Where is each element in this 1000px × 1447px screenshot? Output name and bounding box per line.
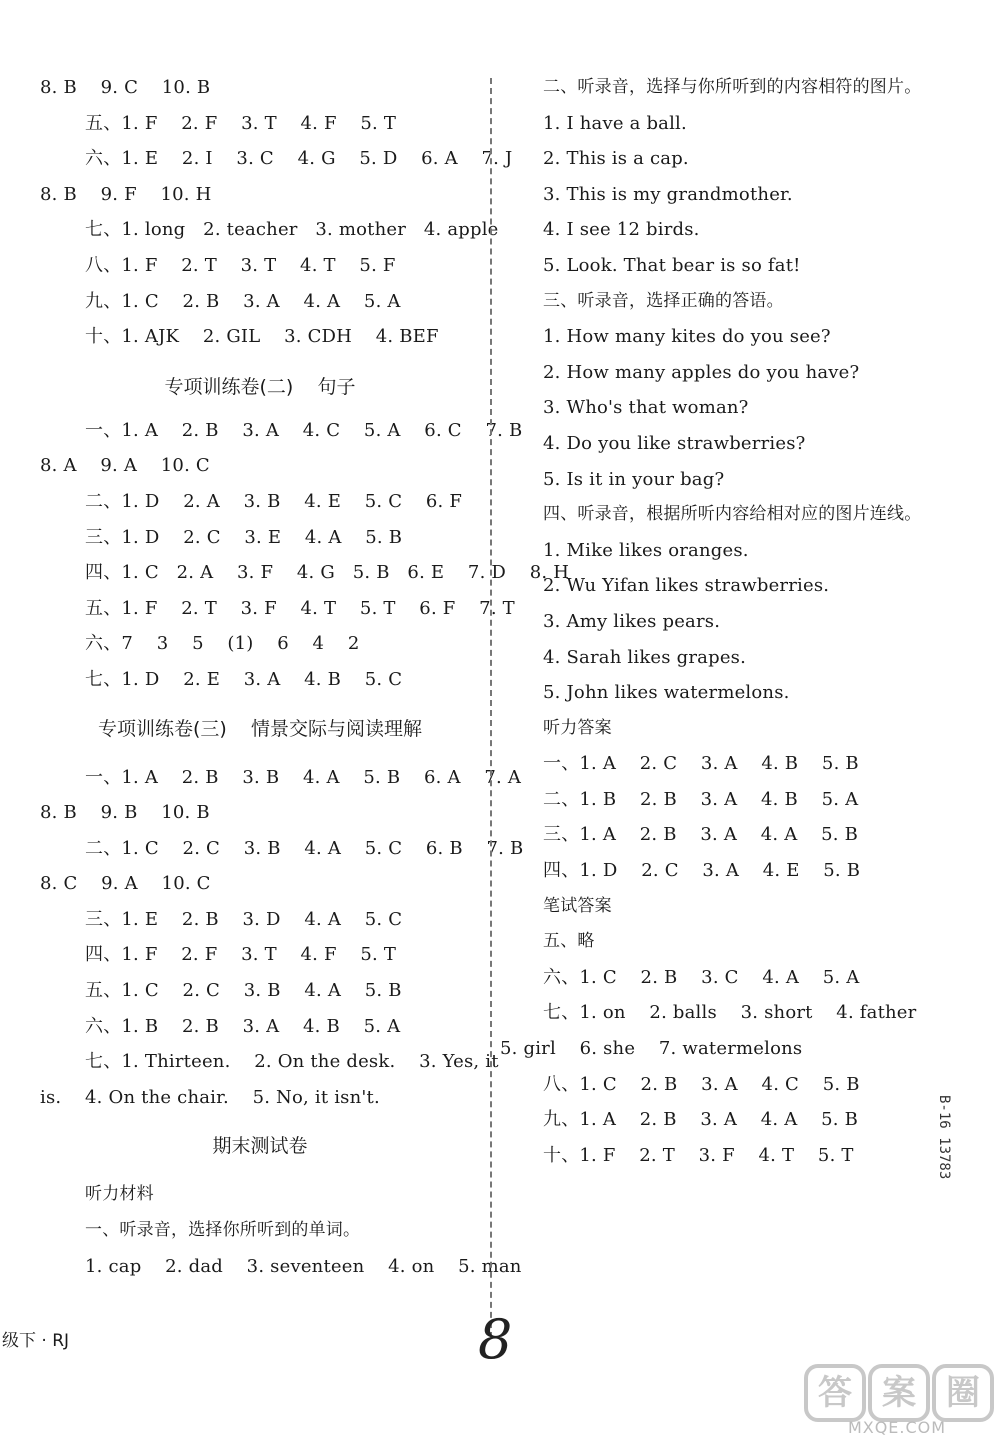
answer-line: 六、1. B 2. B 3. A 4. B 5. A (85, 1015, 401, 1037)
answer-line: 十、1. AJK 2. GIL 3. CDH 4. BEF (85, 326, 439, 348)
right-column (500, 70, 950, 1173)
answer-line: 3. Amy likes pears. (543, 610, 721, 632)
answer-line: 五、1. F 2. T 3. F 4. T 5. T 6. F 7. T (85, 597, 515, 619)
answer-line: 8. B 9. B 10. B (40, 802, 210, 824)
answer-line: 六、1. C 2. B 3. C 4. A 5. A (543, 966, 860, 988)
answer-line: 四、听录音，根据所听内容给相对应的图片连线。 (543, 504, 922, 525)
answer-line: 2. How many apples do you have? (543, 361, 860, 383)
answer-line: 4. Sarah likes grapes. (543, 646, 747, 668)
answer-line: 六、1. E 2. I 3. C 4. G 5. D 6. A 7. J (85, 148, 513, 170)
answer-line: 三、听录音，选择正确的答语。 (543, 290, 784, 311)
answer-line: 一、1. A 2. B 3. B 4. A 5. B 6. A 7. A (85, 766, 522, 788)
footer-grade-label: 级下 · RJ (2, 1331, 70, 1351)
watermark-char: 案 (868, 1364, 930, 1422)
watermark-char: 答 (804, 1364, 866, 1422)
answer-line: 1. cap 2. dad 3. seventeen 4. on 5. man (85, 1255, 522, 1277)
answer-line: 四、1. C 2. A 3. F 4. G 5. B 6. E 7. D 8. H (85, 562, 570, 584)
answer-line: 二、1. D 2. A 3. B 4. E 5. C 6. F (85, 490, 463, 512)
answer-line: 三、1. E 2. B 3. D 4. A 5. C (85, 908, 403, 930)
side-print-code: B-16 13783 (936, 1095, 952, 1180)
watermark-url: MXQE.COM (847, 1418, 947, 1437)
answer-line: 八、1. F 2. T 3. T 4. T 5. F (85, 254, 396, 276)
answer-line: 2. This is a cap. (543, 148, 689, 170)
answer-line: 七、1. long 2. teacher 3. mother 4. apple (85, 219, 499, 241)
answer-line: 一、1. A 2. B 3. A 4. C 5. A 6. C 7. B (85, 419, 523, 441)
answer-line: 1. How many kites do you see? (543, 326, 831, 348)
answer-line: 5. Look. That bear is so fat! (543, 254, 801, 276)
answer-line: 5. girl 6. she 7. watermelons (500, 1038, 803, 1060)
answer-line: 八、1. C 2. B 3. A 4. C 5. B (543, 1073, 860, 1095)
answer-line: 七、1. on 2. balls 3. short 4. father (543, 1002, 917, 1024)
answer-line: 5. John likes watermelons. (543, 682, 790, 704)
answer-line: 听力材料 (85, 1184, 154, 1205)
answer-line: 8. B 9. F 10. H (40, 183, 212, 205)
answer-line: 七、1. D 2. E 3. A 4. B 5. C (85, 668, 403, 690)
answer-line: 四、1. F 2. F 3. T 4. F 5. T (85, 944, 397, 966)
answer-line: 五、略 (543, 931, 595, 952)
page-number: 8 (478, 1308, 513, 1371)
answer-line: 3. Who's that woman? (543, 397, 749, 419)
watermark-logo (800, 1360, 995, 1440)
answer-line: 九、1. C 2. B 3. A 4. A 5. A (85, 290, 401, 312)
answer-line: 一、1. A 2. C 3. A 4. B 5. B (543, 753, 859, 775)
answer-line: 3. This is my grandmother. (543, 183, 793, 205)
answer-line: 笔试答案 (543, 895, 612, 916)
section-heading: 专项训练卷(二) 句子 (164, 375, 356, 398)
answer-line: 4. I see 12 birds. (543, 219, 700, 241)
answer-line: 二、1. C 2. C 3. B 4. A 5. C 6. B 7. B (85, 837, 524, 859)
answer-line: 8. A 9. A 10. C (40, 455, 210, 477)
answer-line: 六、7 3 5 (1) 6 4 2 (85, 633, 360, 655)
watermark-char: 圈 (932, 1364, 994, 1422)
answer-line: 4. Do you like strawberries? (543, 432, 806, 454)
answer-line: 1. I have a ball. (543, 112, 687, 134)
answer-line: 十、1. F 2. T 3. F 4. T 5. T (543, 1144, 854, 1166)
answer-line: 一、听录音，选择你所听到的单词。 (85, 1220, 361, 1241)
answer-line: 七、1. Thirteen. 2. On the desk. 3. Yes, it (85, 1051, 499, 1073)
answer-line: 2. Wu Yifan likes strawberries. (543, 575, 830, 597)
answer-line: 三、1. D 2. C 3. E 4. A 5. B (85, 526, 403, 548)
answer-line: 四、1. D 2. C 3. A 4. E 5. B (543, 860, 861, 882)
column-divider (490, 78, 492, 1338)
answer-line: 五、1. F 2. F 3. T 4. F 5. T (85, 112, 397, 134)
answer-line: 8. C 9. A 10. C (40, 873, 211, 895)
answer-line: 5. Is it in your bag? (543, 468, 725, 490)
answer-line: 五、1. C 2. C 3. B 4. A 5. B (85, 980, 402, 1002)
section-heading: 专项训练卷(三) 情景交际与阅读理解 (98, 717, 422, 740)
answer-line: 听力答案 (543, 717, 612, 738)
answer-line: 三、1. A 2. B 3. A 4. A 5. B (543, 824, 859, 846)
answer-line: 九、1. A 2. B 3. A 4. A 5. B (543, 1109, 859, 1131)
answer-line: 1. Mike likes oranges. (543, 539, 749, 561)
section-heading: 期末测试卷 (212, 1135, 308, 1158)
answer-line: is. 4. On the chair. 5. No, it isn't. (40, 1086, 380, 1108)
answer-line: 8. B 9. C 10. B (40, 77, 211, 98)
answer-line: 二、1. B 2. B 3. A 4. B 5. A (543, 788, 859, 810)
answer-line: 二、听录音，选择与你所听到的内容相符的图片。 (543, 77, 922, 97)
